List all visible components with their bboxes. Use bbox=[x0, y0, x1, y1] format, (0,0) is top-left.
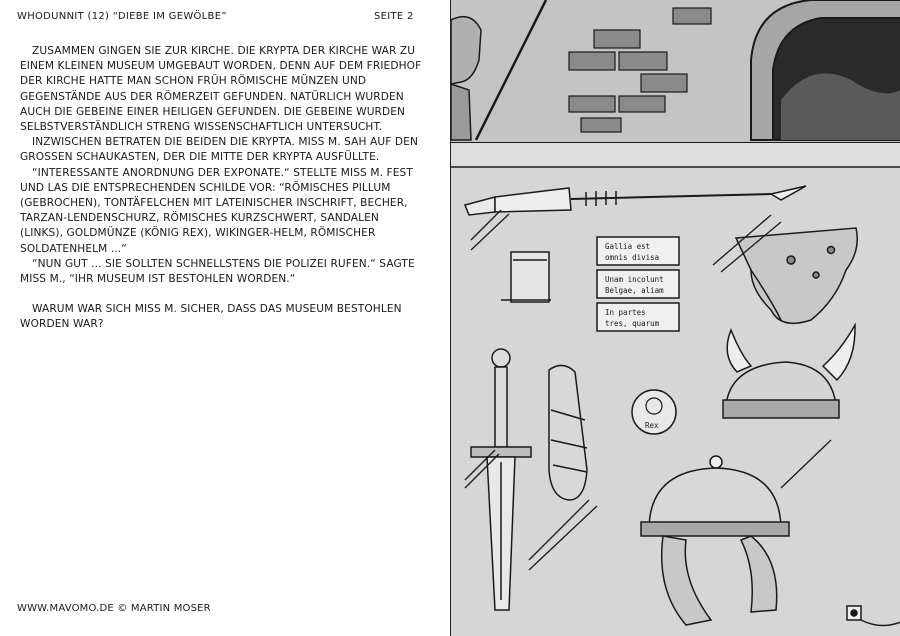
short-sword bbox=[471, 349, 531, 610]
roman-helmet bbox=[641, 456, 789, 625]
clay-tablet bbox=[597, 303, 679, 331]
pillum-spear bbox=[465, 186, 806, 215]
story-title: WHODUNNIT (12) “DIEBE IM GEWÖLBE” bbox=[17, 11, 227, 22]
museum-scene bbox=[451, 0, 900, 636]
riddle-question: WARUM WAR SICH MISS M. SICHER, DASS DAS MUSEUM BESTOHLEN WORDEN WAR? bbox=[20, 303, 402, 331]
svg-text:Gallia est: Gallia est bbox=[605, 242, 651, 251]
sandal bbox=[549, 365, 587, 500]
svg-text:In partes: In partes bbox=[605, 308, 646, 317]
gold-coin bbox=[632, 390, 676, 434]
story-paragraph: ZUSAMMEN GINGEN SIE ZUR KIRCHE. DIE KRYPTA DER KIRCHE WAR ZU EINEM KLEINEN MUSEUM UMGEBAUT WORDEN, DENN AUF DEM FRIEDHOF DER KIRCHE HATTE MAN SCHON FRÜH RÖMISCHE MÜNZEN UND GEGENSTÄNDE AUS DER RÖMERZEIT GEFUNDEN. NATÜRLICH WURDEN AUCH DIE GEBEINE EINER HEILIGEN GEFUNDEN. DIE GEBEINE WURDEN SELBSTVERSTÄNDLICH STRENG WISSENSCHAFTLICH UNTERSUCHT. bbox=[20, 45, 422, 134]
svg-text:Unam incolunt: Unam incolunt bbox=[605, 275, 664, 284]
story-paragraph: “NUN GUT ... SIE SOLLTEN SCHNELLSTENS DIE POLIZEI RUFEN.“ SAGTE MISS M., “IHR MUSEUM IST BESTOHLEN WORDEN.“ bbox=[20, 257, 415, 286]
svg-text:Rex: Rex bbox=[645, 421, 659, 430]
story-paragraph: INZWISCHEN BETRATEN DIE BEIDEN DIE KRYPTA. MISS M. SAH AUF DEN GROSSEN SCHAUKASTEN, DER DIE MITTE DER KRYPTA AUSFÜLLTE. bbox=[20, 136, 418, 164]
svg-text:omnis divisa: omnis divisa bbox=[605, 253, 660, 262]
arch-doorway bbox=[751, 0, 900, 140]
clay-tablet bbox=[597, 270, 679, 298]
story-paragraph: “INTERESSANTE ANORDNUNG DER EXPONATE.“ STELLTE MISS M. FEST UND LAS DIE ENTSPRECHENDEN SCHILDE VOR: “RÖMISCHES PILLUM (GEBROCHEN), TONTÄFELCHEN MIT LATEINISCHER INSCHRIFT, BECHER, TARZAN-LENDENSCHURZ, RÖMISCHES KURZSCHWERT, SANDALEN (LINKS), GOLDMÜNZE (KÖNIG REX), WIKINGER-HELM, RÖMISCHER SOLDATENHELM ...“ bbox=[20, 166, 413, 255]
svg-text:tres, quarum: tres, quarum bbox=[605, 319, 660, 328]
svg-text:Belgae, aliam: Belgae, aliam bbox=[605, 286, 664, 295]
story-text bbox=[20, 44, 425, 333]
alarm-button bbox=[847, 606, 900, 626]
showcase-frame bbox=[451, 143, 900, 167]
loincloth bbox=[736, 228, 857, 323]
viking-helmet bbox=[723, 325, 855, 418]
beaker-icon bbox=[501, 252, 551, 302]
credit-footer: WWW.MAVOMO.DE © MARTIN MOSER bbox=[17, 603, 211, 614]
page-number: SEITE 2 bbox=[374, 11, 414, 22]
comic-illustration bbox=[450, 0, 900, 636]
clay-tablet bbox=[597, 237, 679, 265]
